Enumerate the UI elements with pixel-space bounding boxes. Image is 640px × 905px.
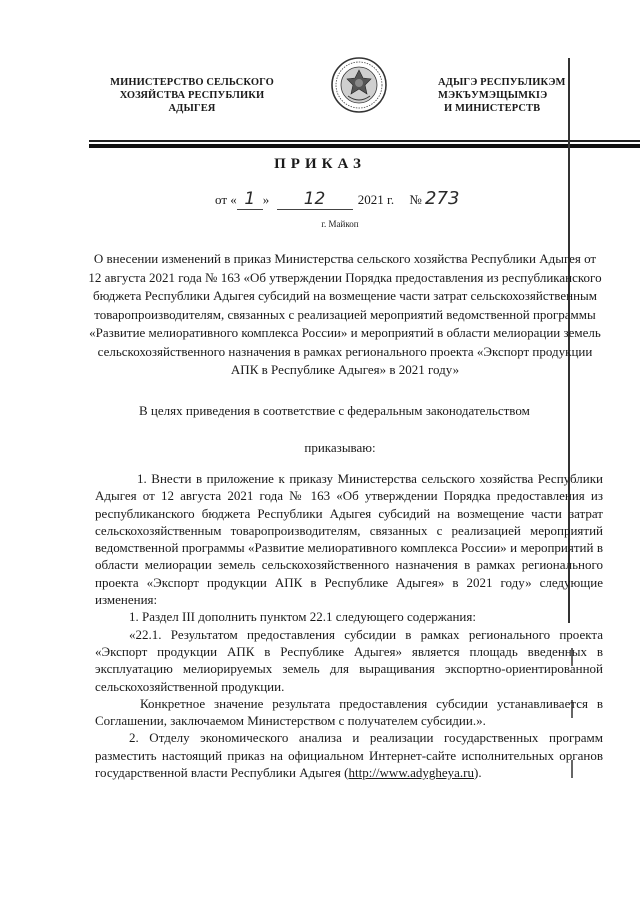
month-field — [277, 189, 353, 210]
website-link[interactable]: http://www.adygheya.ru — [348, 765, 475, 781]
city-label: г. Майкоп — [321, 219, 359, 229]
month-value: 12 — [303, 189, 326, 209]
ministry-name-ru — [92, 76, 292, 115]
header-divider — [89, 140, 640, 142]
ministry-name-adyghe — [438, 76, 638, 115]
number-sign: № — [409, 192, 422, 207]
coat-of-arms-icon — [330, 56, 388, 114]
ministry-name-line: МЭКЪУМЭЩЫМКІЭ — [438, 90, 548, 101]
preamble: В целях приведения в соответствие с федеральным законодательством — [139, 403, 530, 418]
date-prefix: от « — [215, 192, 237, 207]
paragraph-1-3: Конкретное значение результата предоставления субсидии устанавливается в Соглашении, заключаемом Министерством с получателем субсидии.». — [95, 695, 603, 729]
header-divider-thick — [89, 144, 640, 148]
paragraph-2-text: 2. Отделу экономического анализа и реализации государственных программ разместить настоящий приказ на официальном Интернет-сайте исполнительных органов государственной власти Республики Адыгея ( — [95, 730, 603, 781]
document-title: ПРИКАЗ — [274, 156, 366, 172]
year-label: 2021 г. — [357, 192, 395, 207]
ministry-name-line: ХОЗЯЙСТВА РЕСПУБЛИКИ — [119, 90, 265, 101]
paragraph-2-tail: ). — [474, 765, 482, 781]
order-word: приказываю: — [304, 440, 376, 455]
ministry-name-line: АДЫГЭ РЕСПУБЛИКЭМ — [438, 77, 566, 88]
order-body — [95, 470, 603, 781]
date-mid: » — [262, 192, 270, 207]
day-value: 1 — [244, 189, 256, 209]
order-number: 273 — [425, 188, 460, 209]
paragraph-1-1: 1. Раздел III дополнить пунктом 22.1 следующего содержания: — [129, 609, 476, 625]
order-date-row — [215, 188, 459, 210]
order-subject: О внесении изменений в приказ Министерства сельского хозяйства Республики Адыгея от 12 августа 2021 года № 163 «Об утверждении Порядка предоставления из республиканского бюджета Республики Адыгея субсидий на возмещение части затрат сельскохозяйственным товаропроизводителям, связанных с реализацией мероприятий ведомственной программы «Развитие мелиоративного комплекса России» и мероприятий в области мелиорации земель сельскохозяйственного назначения в рамках регионального проекта «Экспорт продукции АПК в Республике Адыгея» в 2021 году» — [88, 251, 602, 377]
paragraph-1: 1. Внести в приложение к приказу Министерства сельского хозяйства Республики Адыгея от 12 августа 2021 года № 163 «Об утверждении Порядка предоставления из республиканского бюджета Республики Адыгея субсидий на возмещение части затрат сельскохозяйственным товаропроизводителям, связанных с реализацией мероприятий ведомственной программы «Развитие мелиоративного комплекса России» и мероприятий в области мелиорации земель сельскохозяйственного назначения в рамках регионального проекта «Экспорт продукции АПК в Республике Адыгея» в 2021 году» следующие изменения: — [95, 471, 603, 608]
paragraph-1-2: «22.1. Результатом предоставления субсидии в рамках регионального проекта «Экспорт продукции АПК в Республике Адыгея» является площадь введенных в эксплуатацию мелиорируемых земель для выращивания экспортно-ориентированной сельскохозяйственной продукции. — [95, 626, 603, 694]
ministry-name-line: И МИНИСТЕРСТВ — [444, 103, 541, 114]
paragraph-2 — [95, 729, 603, 781]
ministry-name-line: АДЫГЕЯ — [168, 103, 216, 114]
day-field — [237, 189, 263, 210]
ministry-name-line: МИНИСТЕРСТВО СЕЛЬСКОГО — [110, 77, 274, 88]
